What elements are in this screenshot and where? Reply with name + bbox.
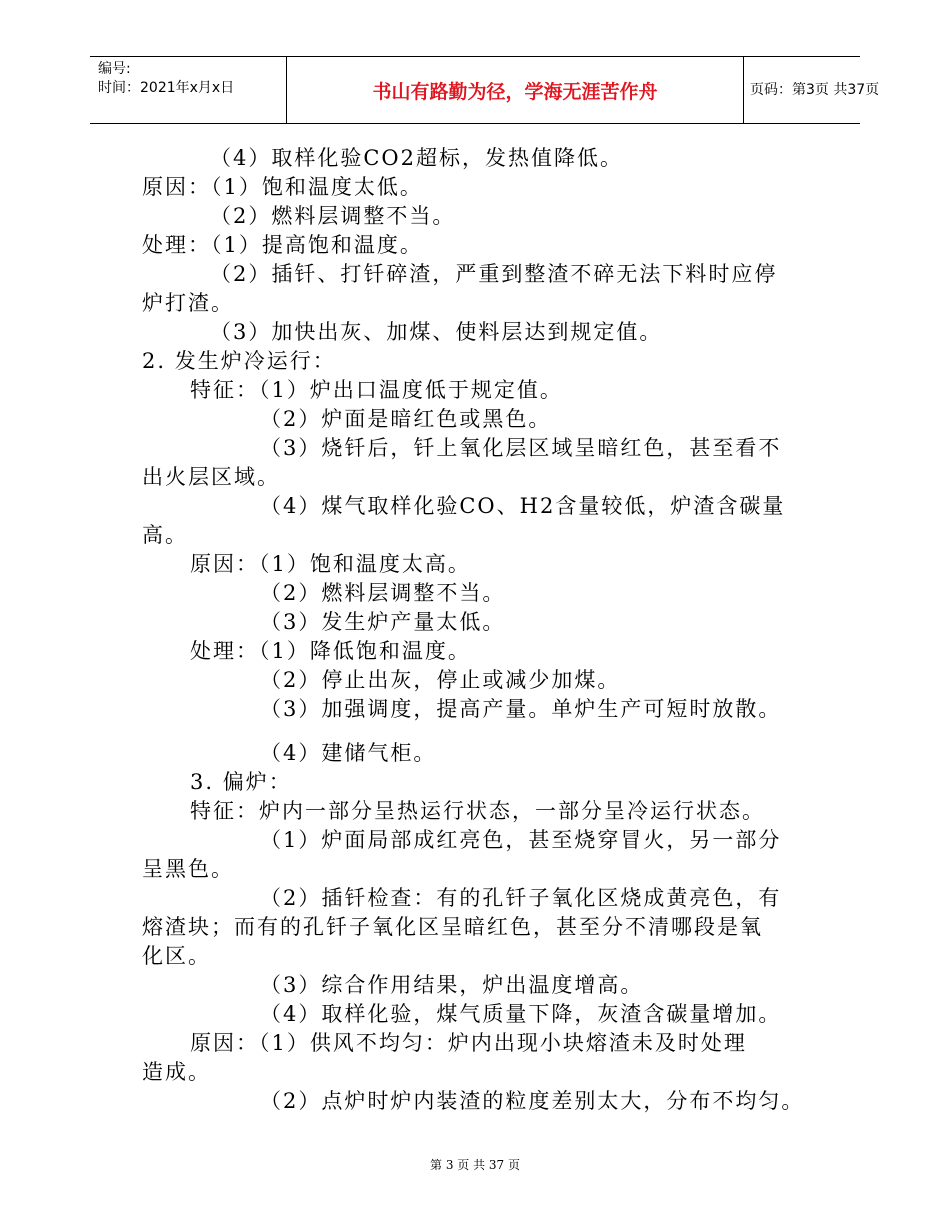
text-line: （3）加快出灰、加煤、使料层达到规定值。 [210,320,663,344]
header-meta-cell [90,57,286,123]
document-number-label: 编号: [98,61,131,77]
header-page-info: 页码：第3页 共37页 [750,82,880,98]
text-line: （2）插钎、打钎碎渣，严重到整渣不碎无法下料时应停 [210,262,778,286]
text-line: （4）取样化验CO2超标，发热值降低。 [210,146,624,170]
page-footer: 第 3 页 共 37 页 [430,1158,520,1172]
text-line: 处理：（1）提高饱和温度。 [142,233,423,257]
text-line: （3）发生炉产量太低。 [260,610,506,634]
text-line: （2）燃料层调整不当。 [260,581,506,605]
header-motto-cell [286,57,744,123]
text-line: （2）燃料层调整不当。 [210,204,456,228]
header-page-cell [743,57,880,123]
text-line: （1）炉面局部成红亮色，甚至烧穿冒火，另一部分 [260,828,782,852]
text-line: 特征：炉内一部分呈热运行状态，一部分呈冷运行状态。 [190,799,765,823]
text-line: （4）取样化验，煤气质量下降，灰渣含碳量增加。 [260,1002,782,1026]
text-line: （3）烧钎后，钎上氧化层区域呈暗红色，甚至看不 [260,436,782,460]
text-line: 出火层区域。 [142,465,280,489]
text-line: （2）点炉时炉内装渣的粒度差别太大，分布不均匀。 [260,1089,805,1113]
header-motto: 书山有路勤为径，学海无涯苦作舟 [372,81,658,103]
text-line: 特征：（1）炉出口温度低于规定值。 [190,378,563,402]
text-line: 化区。 [142,944,211,968]
text-line: 造成。 [142,1060,211,1084]
text-line: 原因：（1）饱和温度太高。 [190,552,471,576]
page-header [90,56,880,124]
text-line: 呈黑色。 [142,857,234,881]
section-heading: 2. 发生炉冷运行： [142,349,336,373]
text-line: 原因：（1）饱和温度太低。 [142,175,423,199]
text-line: 处理：（1）降低饱和温度。 [190,639,471,663]
text-line: （2）停止出灰，停止或减少加煤。 [260,668,621,692]
text-line: 高。 [142,523,188,547]
text-line: 熔渣块；而有的孔钎子氧化区呈暗红色，甚至分不清哪段是氧 [142,915,763,939]
document-time-label: 时间：2021年x月x日 [98,80,235,96]
text-line: 原因：（1）供风不均匀：炉内出现小块熔渣未及时处理 [190,1031,747,1055]
text-line: （4）建储气柜。 [260,741,437,765]
text-line: （4）煤气取样化验CO、H2含量较低，炉渣含碳量 [260,494,786,518]
text-line: （2）插钎检查：有的孔钎子氧化区烧成黄亮色，有 [260,886,782,910]
section-heading: 3. 偏炉： [190,770,292,794]
text-line: （3）加强调度，提高产量。单炉生产可短时放散。 [260,697,782,721]
text-line: 炉打渣。 [142,291,234,315]
text-line: （3）综合作用结果，炉出温度增高。 [260,973,644,997]
text-line: （2）炉面是暗红色或黑色。 [260,407,552,431]
